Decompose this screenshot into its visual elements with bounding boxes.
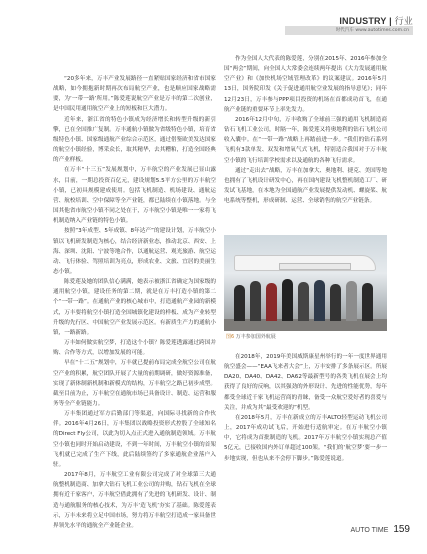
section-title-zh: 行业 (394, 16, 413, 26)
site-label: 时代汽车 www.autotimes.com.cn (335, 28, 409, 33)
person (314, 280, 325, 321)
paragraph: 早在“十二五”规划中，万丰就已提前布局完成全航空公司在航空产业的积累，航空团队开展了大量的前期调研，做好资源准备，实现了新体制新机制和新模式的结构，万丰航空之路已初步成型。截至目前为止，万丰航空在通航市场已具备设计、制造、运营和服务等全产业链能力。 (53, 360, 216, 407)
person (282, 279, 293, 321)
person (362, 283, 373, 321)
paragraph: 2017年8月，万丰航空工业有限公司完成了对全球第三大通航整机制造商、加拿大钻石飞机工业公司的并购，钻石飞机在全球拥有近千家客户，万丰航空借此拥有了先进的飞机研发、设计、制造与通航服务的核心技术，为万丰‘造飞机’夯实了基础。陈爱莲表示，万丰未来将立足中国市场，努力将万丰航空打造成一家具备世界领先水平的通航全产业链企业。 (53, 472, 216, 529)
paragraph: 在2018年5月，万丰在新成立的万丰ALTO轻型运动飞机公司上，2017年成功试飞后，开始进行适航审定。在万丰航空小镇中，它将成为首批制造的飞机。2017年万丰航空小镇实现总产值5亿元，已接收国内外订单超过100架。“我们的‘航空梦’要一步一步地实现，但也从来不会停下脚步。”陈爱莲说道。 (224, 414, 387, 462)
section-title-en: INDUSTRY (339, 16, 387, 26)
figure-caption-text: 万丰参加国外航展 (235, 334, 276, 340)
paragraph: 按照“3年成型、5年成镇、8年达产”的建设计划，万丰航空小镇以飞机研发制造为核心，结合经济新业态，推动北京、西安、上海、深圳、沈阳、宁波等地合作，以通航运营、观光旅游、航空运动、飞行体验、驾照培训为亮点，形成农业、文旅、宜居的美丽生态小镇。 (53, 228, 216, 275)
page-number: 159 (393, 524, 410, 535)
magazine-name: AUTO TIME (350, 527, 389, 534)
paragraph: 通过“走出去”战略，万丰在加拿大、奥地利、捷克、美国等地也拥有了飞机设计研发中心，再在国内建设飞机整机制造工厂、研发试飞基地，在本地为全国通航产业发展提供发动机、螺旋桨、航电系统等整机，形成研制、运营、全球销售的航空产业链条。 (224, 167, 387, 205)
page-footer (351, 524, 411, 535)
airshow-photo (224, 235, 387, 331)
running-header (223, 14, 413, 38)
paragraph: 在2018年，2019年美国威斯康星州举行的一年一度世界通用航空盛会——“EAA飞来者大会”上，万丰安排了多条展示区。所展DA20、DA40、DA42、DA62等最新型号的各类飞机在展会上均获得了良好的反响，以其强劲的外形设计、先进的性能优势，每年都受全球近千家飞机运营商的青睐，备受一众航空爱好者的喜爱与关注，并成为其“最受欢迎的”机型。 (224, 354, 387, 411)
paragraph: “20多年来，万丰产业发展路径一直紧贴国家经济和省市国家战略，如今拥抱新时期再次布局航空产业，也是顺应国家战略需要，为‘一带一路’所用。”陈爱莲说航空产业是万丰的第二次创业，是中国民用通用航空产业上的短板和巨大潜力。 (53, 76, 216, 113)
person (346, 281, 357, 321)
paragraph: 作为全国人大代表的陈爱莲，分别在2015年、2016年参加全国“两会”期间，向全国人大常委会连续两年提出《大力发展通用航空产业》和《加快机场空域管理改革》的议案建议。2016年5月13日，国务院印发《关于促进通用航空业发展的指导意见》；同年12月23日，万丰参与PPP项目投资的机场在首都成功首飞，在通航产业链的重要环节上率先发力。 (224, 56, 387, 113)
paragraph: 在万丰“十三五”发展规划中，万丰航空的产业发展已显山露水，目前，一期总投资百亿元，建设规划5.5平方公里的万丰航空小镇，已初具规模建成使用。包括飞机制造、机场建设、通航运营、航校培训、空中保障等全产业链，都已陆续在小镇落地。与全国其他省市航空小镇不同之处在于，万丰航空小镇是唯一一家将飞机制造纳入产业链的特色小镇。 (53, 167, 216, 225)
person (266, 283, 277, 321)
paragraph: 万丰集团通过军方后勤部门等渠道，向国际寻找新的合作伙伴。2016年4月26日，万丰集团以战略投资形式控股了全球知名的Direct Fly公司，以此为切入点正式进入通航制造领域。万丰航空小镇也同时开始启动建设，不到一年时间，万丰航空小镇的首架飞机就已完成了生产下线，此后陆续签约了多家通航企业落户入驻。 (53, 411, 216, 468)
group-of-people (230, 277, 380, 321)
figure-label: 图6 (226, 334, 235, 340)
person (250, 281, 261, 321)
paragraph: 近年来，浙江省的特色小镇成为经济增长和转型升级的新引擎，已在全国推广复制。万丰通航小镇做为省级特色小镇，培育省级特色小镇、国家级通航产业综合示范区，通过借鉴欧美发达国家的航空小镇经验，博采众长，取其精华，去其糟粕，打造全国经典的产业样板。 (53, 116, 216, 164)
person (234, 285, 245, 321)
aircraft-wing (279, 263, 351, 270)
person (298, 282, 309, 321)
paragraph: 陈爱莲及她的团队信心满满，她表示被浙江省确定为国家级的通用航空小镇，建设任务的第二期，就是在万丰打造小镇的第二个“一带一路”。在通航产业的核心城市中，打造通航产业园的新模式，万丰要将航空小镇打造全国城镇化建设的样板、成为产业转型升级的先行区、中国航空产业发展示范区。有新质生产力的通航小镇，一路新路。 (53, 279, 216, 336)
figure-caption (226, 333, 276, 340)
right-column-lower (224, 352, 387, 464)
person (330, 284, 341, 321)
paragraph: 2016年12月中旬，万丰收购了全球前三强的通用飞机制造商钻石飞机工业公司，时隔一年，陈爱莲又将奥地利的钻石飞机公司收入囊中。在“一带一路”战略上再踏前进一步。“我们的钻石系列飞机有3款单发、双发和增氧气式飞机，特别适合我国对于万丰航空小镇的飞行培训学校需求以及通航的各种飞行需求。 (224, 116, 387, 164)
left-column (53, 74, 216, 531)
section-divider: | (386, 16, 395, 26)
paragraph: 万丰如何做实航空梦，打造这个小镇？陈爱莲透露通过跨国并购、合作等方式，以增加发展的可能。 (53, 340, 216, 357)
